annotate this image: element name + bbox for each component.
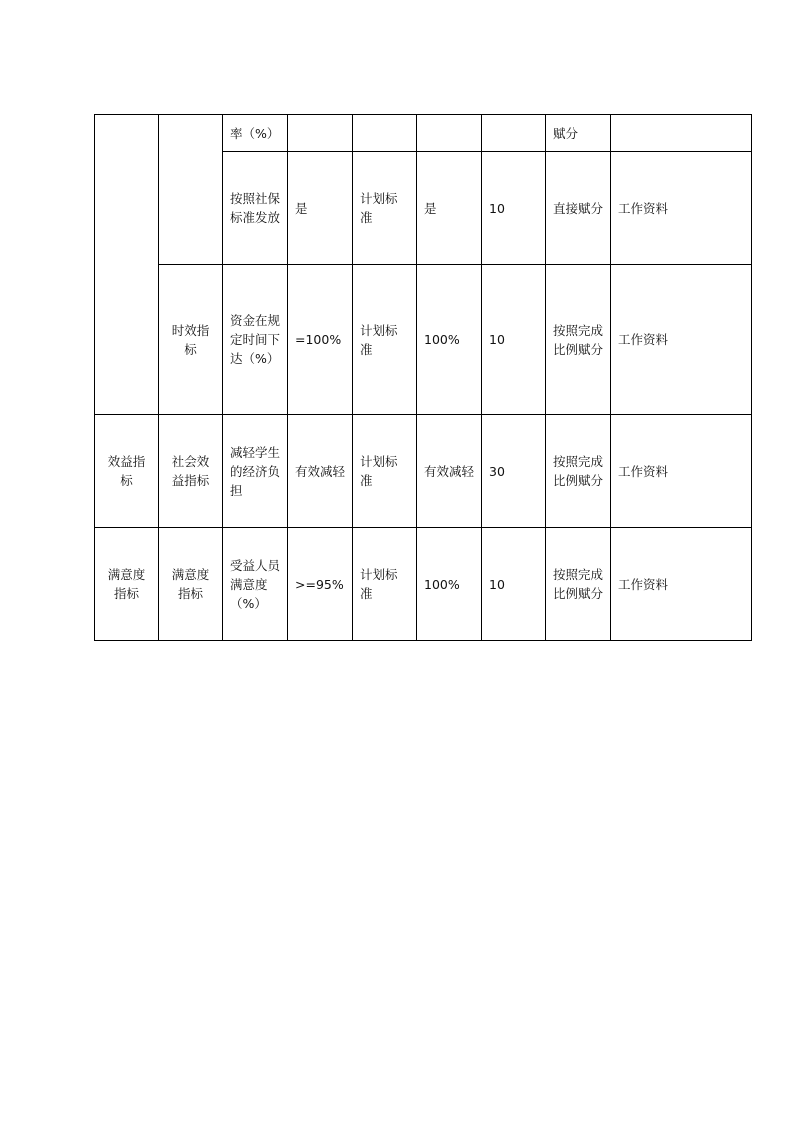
evidence-cell: 工作资料 — [611, 415, 752, 528]
level2-indicator-cell: 时效指标 — [159, 265, 223, 415]
level3-indicator-cell: 资金在规定时间下达（%） — [223, 265, 288, 415]
standard-cell: 计划标准 — [353, 528, 417, 641]
actual-value-cell: 100% — [417, 265, 482, 415]
level1-indicator-cell: 满意度指标 — [95, 528, 159, 641]
score-cell: 30 — [482, 415, 546, 528]
level3-indicator-cell: 率（%） — [223, 115, 288, 152]
performance-indicator-table — [94, 114, 752, 641]
level3-indicator-cell: 受益人员满意度（%） — [223, 528, 288, 641]
scoring-method-cell: 按照完成比例赋分 — [546, 265, 611, 415]
score-cell: 10 — [482, 265, 546, 415]
level2-indicator-cell: 社会效益指标 — [159, 415, 223, 528]
actual-value-cell: 100% — [417, 528, 482, 641]
evidence-cell: 工作资料 — [611, 528, 752, 641]
score-cell — [482, 115, 546, 152]
scoring-method-cell: 按照完成比例赋分 — [546, 415, 611, 528]
actual-value-cell: 有效减轻 — [417, 415, 482, 528]
standard-cell: 计划标准 — [353, 265, 417, 415]
level1-indicator-cell — [95, 115, 159, 415]
evidence-cell: 工作资料 — [611, 152, 752, 265]
table-row — [95, 415, 752, 528]
level3-indicator-cell: 减轻学生的经济负担 — [223, 415, 288, 528]
actual-value-cell: 是 — [417, 152, 482, 265]
scoring-method-cell: 赋分 — [546, 115, 611, 152]
level3-indicator-cell: 按照社保标准发放 — [223, 152, 288, 265]
evidence-cell: 工作资料 — [611, 265, 752, 415]
standard-cell: 计划标准 — [353, 415, 417, 528]
target-value-cell: =100% — [288, 265, 353, 415]
table-row — [95, 265, 752, 415]
target-value-cell: 是 — [288, 152, 353, 265]
standard-cell — [353, 115, 417, 152]
target-value-cell — [288, 115, 353, 152]
level1-indicator-cell: 效益指标 — [95, 415, 159, 528]
scoring-method-cell: 按照完成比例赋分 — [546, 528, 611, 641]
score-cell: 10 — [482, 528, 546, 641]
target-value-cell: 有效减轻 — [288, 415, 353, 528]
table-row — [95, 528, 752, 641]
scoring-method-cell: 直接赋分 — [546, 152, 611, 265]
standard-cell: 计划标准 — [353, 152, 417, 265]
level2-indicator-cell: 满意度指标 — [159, 528, 223, 641]
level2-indicator-cell — [159, 115, 223, 265]
actual-value-cell — [417, 115, 482, 152]
score-cell: 10 — [482, 152, 546, 265]
table-row — [95, 115, 752, 152]
evidence-cell — [611, 115, 752, 152]
target-value-cell: >=95% — [288, 528, 353, 641]
